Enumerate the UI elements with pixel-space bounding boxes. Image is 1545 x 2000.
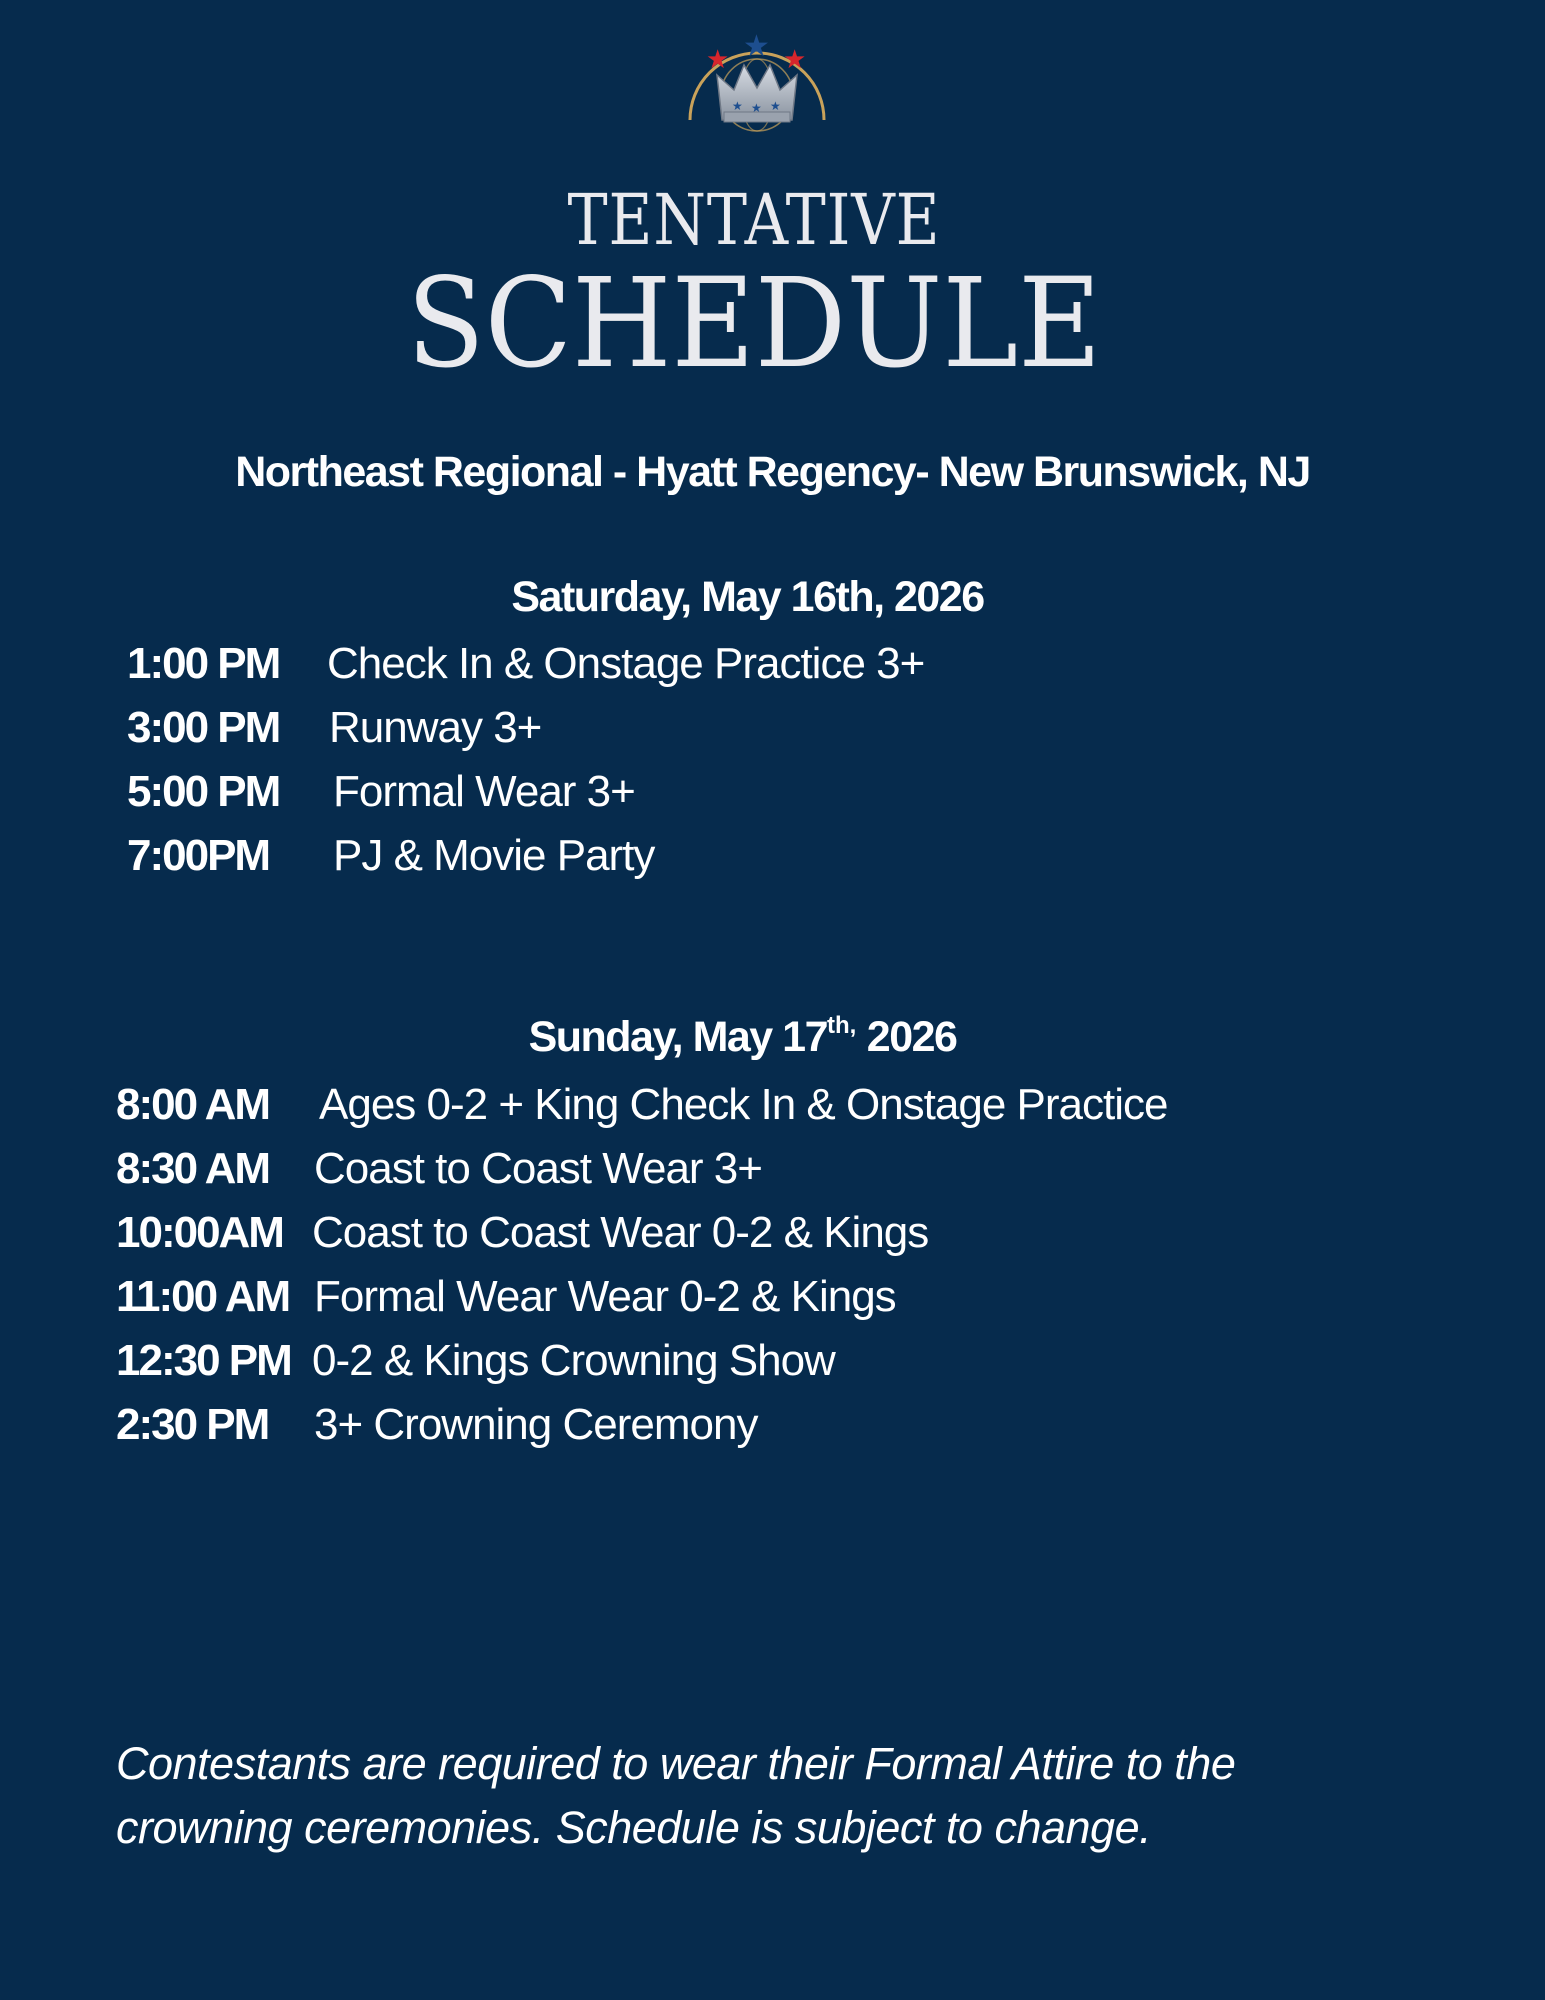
title-schedule: SCHEDULE <box>406 252 1102 396</box>
schedule-event: Formal Wear Wear 0-2 & Kings <box>314 1272 896 1321</box>
svg-text:★: ★ <box>770 99 781 113</box>
schedule-event: Coast to Coast Wear 0-2 & Kings <box>312 1208 929 1257</box>
schedule-time: 12:30 PM <box>116 1336 291 1385</box>
schedule-event: Check In & Onstage Practice 3+ <box>327 639 925 688</box>
sunday-heading-date: Sunday, May 17 <box>528 1013 827 1061</box>
schedule-time: 3:00 PM <box>127 703 280 752</box>
schedule-time: 10:00AM <box>116 1208 283 1257</box>
svg-text:★: ★ <box>732 99 743 113</box>
svg-text:★: ★ <box>743 29 770 64</box>
schedule-time: 11:00 AM <box>116 1272 290 1321</box>
disclaimer-line: crowning ceremonies. Schedule is subject to change. <box>116 1802 1152 1853</box>
schedule-event: Formal Wear 3+ <box>333 767 635 816</box>
schedule-time: 7:00PM <box>127 831 270 880</box>
svg-text:★: ★ <box>783 45 807 75</box>
disclaimer-line: Contestants are required to wear their Formal Attire to the <box>116 1738 1236 1789</box>
schedule-time: 8:00 AM <box>116 1080 270 1129</box>
svg-text:★: ★ <box>751 101 762 115</box>
schedule-event: Coast to Coast Wear 3+ <box>314 1144 762 1193</box>
event-location: Northeast Regional - Hyatt Regency- New Brunswick, NJ <box>235 448 1310 496</box>
sunday-heading-year: 2026 <box>856 1013 957 1061</box>
title-tentative: TENTATIVE <box>567 179 941 261</box>
schedule-time: 8:30 AM <box>116 1144 270 1193</box>
schedule-event: 0-2 & Kings Crowning Show <box>312 1336 835 1385</box>
crown-stars-globe-icon <box>682 20 832 140</box>
disclaimer-note <box>116 1732 1496 1860</box>
schedule-time: 5:00 PM <box>127 767 280 816</box>
schedule-event: PJ & Movie Party <box>333 831 655 880</box>
saturday-heading: Saturday, May 16th, 2026 <box>511 573 984 621</box>
schedule-event: Runway 3+ <box>329 703 542 752</box>
sunday-heading-ordinal: th, <box>827 1012 857 1039</box>
schedule-time: 2:30 PM <box>116 1400 269 1449</box>
sunday-heading <box>0 1012 1545 1062</box>
schedule-event: Ages 0-2 + King Check In & Onstage Practice <box>319 1080 1168 1129</box>
svg-text:★: ★ <box>706 45 730 75</box>
schedule-event: 3+ Crowning Ceremony <box>314 1400 758 1449</box>
schedule-time: 1:00 PM <box>127 639 280 688</box>
